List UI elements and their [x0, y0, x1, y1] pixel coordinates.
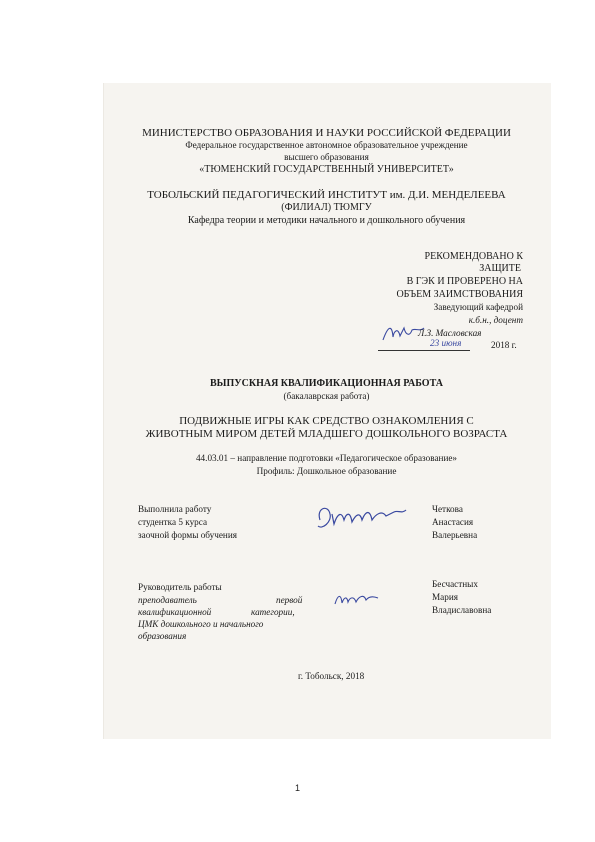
student-signature — [312, 500, 412, 534]
work-title-line-2: ЖИВОТНЫМ МИРОМ ДЕТЕЙ МЛАДШЕГО ДОШКОЛЬНОГО ВОЗРАСТА — [145, 428, 508, 440]
page-number: 1 — [294, 783, 300, 793]
study-direction: 44.03.01 – направление подготовки «Педагогическое образование» — [195, 453, 458, 463]
supervisor-position-4: образования — [138, 631, 187, 641]
work-type: ВЫПУСКНАЯ КВАЛИФИКАЦИОННАЯ РАБОТА — [210, 378, 443, 389]
supervisor-position-3: ЦМК дошкольного и начального — [138, 619, 264, 629]
student-role-1: Выполнила работу — [138, 504, 212, 514]
institute-branch: (ФИЛИАЛ) ТЮМГУ — [281, 202, 372, 213]
supervisor-patronymic: Владиславовна — [432, 605, 492, 615]
work-subtype: (бакалаврская работа) — [283, 391, 370, 401]
study-profile: Профиль: Дошкольное образование — [256, 466, 397, 476]
approval-signer: Л.З. Масловская — [418, 328, 482, 338]
student-surname: Четкова — [432, 504, 463, 514]
approval-year: 2018 г. — [491, 340, 517, 350]
work-title-line-1: ПОДВИЖНЫЕ ИГРЫ КАК СРЕДСТВО ОЗНАКОМЛЕНИЯ С — [179, 415, 474, 427]
supervisor-position-2b: категории, — [251, 607, 295, 617]
supervisor-role: Руководитель работы — [138, 582, 222, 592]
approval-line-6: к.б.н., доцент — [468, 315, 523, 325]
institution-line-2: высшего образования — [284, 152, 369, 162]
university-name: «ТЮМЕНСКИЙ ГОСУДАРСТВЕННЫЙ УНИВЕРСИТЕТ» — [199, 164, 454, 175]
ministry-title: МИНИСТЕРСТВО ОБРАЗОВАНИЯ И НАУКИ РОССИЙСКОЙ ФЕДЕРАЦИИ — [142, 127, 511, 139]
student-role-2: студентка 5 курса — [138, 517, 208, 527]
supervisor-position-1a: преподаватель — [138, 595, 197, 605]
date-underline — [378, 350, 470, 351]
approval-line-5: Заведующий кафедрой — [433, 302, 523, 312]
approval-line-1: РЕКОМЕНДОВАНО К — [424, 251, 523, 262]
department-name: Кафедра теории и методики начального и дошкольного обучения — [187, 215, 466, 226]
city-year: г. Тобольск, 2018 — [298, 671, 365, 681]
approval-line-3: В ГЭК И ПРОВЕРЕНО НА — [406, 276, 523, 287]
student-patronymic: Валерьевна — [432, 530, 478, 540]
student-first-name: Анастасия — [432, 517, 474, 527]
handwritten-date: 23 июня — [430, 338, 462, 348]
approval-line-4: ОБЪЕМ ЗАИМСТВОВАНИЯ — [396, 289, 523, 300]
supervisor-surname: Бесчастных — [432, 579, 478, 589]
student-role-3: заочной формы обучения — [138, 530, 237, 540]
approval-line-2: ЗАЩИТЕ — [479, 263, 521, 274]
institute-name: ТОБОЛЬСКИЙ ПЕДАГОГИЧЕСКИЙ ИНСТИТУТ им. Д.И. МЕНДЕЛЕЕВА — [147, 189, 506, 201]
supervisor-first-name: Мария — [432, 592, 458, 602]
supervisor-position-1b: первой — [276, 595, 303, 605]
supervisor-position-2a: квалификационной — [138, 607, 212, 617]
institution-line-1: Федеральное государственное автономное образовательное учреждение — [185, 140, 468, 150]
supervisor-signature — [332, 588, 382, 610]
